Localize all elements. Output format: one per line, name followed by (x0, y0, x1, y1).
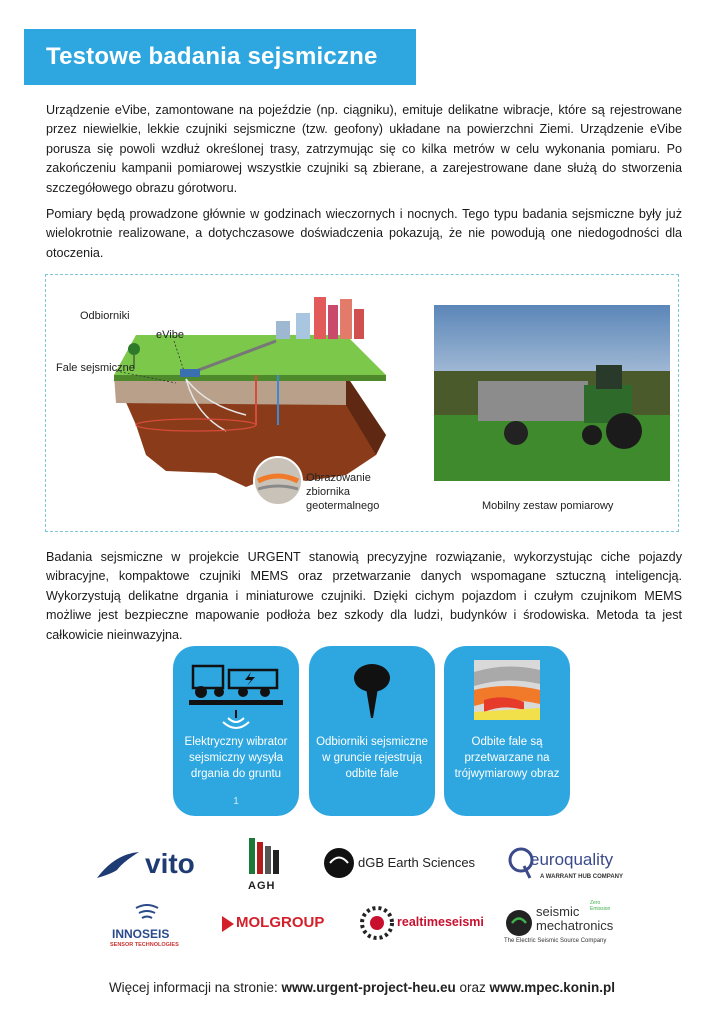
card-imaging-text: Odbite fale są przetwarzane na trójwymiarowy obraz (454, 736, 560, 780)
agh-emblem-icon (246, 838, 282, 878)
vibrator-truck-icon (189, 660, 283, 732)
seismic-mechatronics-subtext: The Electric Seismic Source Company (504, 938, 607, 944)
dgb-emblem-icon (322, 846, 356, 880)
card-vibrator (173, 646, 299, 816)
label-receivers: Odbiorniki (80, 310, 130, 322)
photo-caption: Mobilny zestaw pomiarowy (482, 500, 614, 512)
card-receivers-text: Odbiorniki sejsmiczne w gruncie rejestrują odbite fale (316, 736, 428, 780)
logo-euroquality (508, 846, 628, 886)
agh-text: AGH (248, 880, 276, 892)
footer-link-urgent[interactable]: www.urgent-project-heu.eu (281, 980, 456, 995)
euroquality-subtext: A WARRANT HUB COMPANY (540, 874, 623, 880)
seismic-mechatronics-icon (504, 908, 534, 938)
realtimeseismic-text: realtimeseismi (397, 915, 484, 929)
molgroup-arrow-icon (222, 916, 234, 932)
card-vibrator-text: Elektryczny wibrator sejsmiczny wysyła drgania do gruntu (184, 736, 288, 780)
molgroup-text: MOLGROUP (236, 914, 325, 931)
logo-innoseis (110, 904, 190, 952)
zero-emission-badge: Zero Emission (590, 900, 611, 912)
urgent-paragraph: Badania sejsmiczne w projekcie URGENT stanowią precyzyjne rozwiązanie, wykorzystując ciche pojazdy wibracyjne, kompaktowe czujniki MEMS oraz przetwarzanie danych wspomagane sztuczną inteligencją. Wykorzystują delikatne drgania i miniaturowe czujniki. Dzięki cichym pojazdom i czułym czujnikom MEMS możliwe jest bezpieczne mapowanie podłoża bez szkody dla ludzi, budynków i środowiska. Metoda ta jest całkowicie nieinwazyjna. (46, 550, 682, 642)
footer-middle: oraz (455, 980, 490, 995)
innoseis-subtext: SENSOR TECHNOLOGIES (110, 942, 179, 948)
realtimeseismic-burst-icon (360, 906, 394, 940)
vito-bird-icon (95, 848, 141, 882)
logo-vito (95, 848, 205, 884)
mobile-measurement-photo (434, 305, 670, 481)
logo-molgroup (222, 914, 342, 936)
logo-agh (246, 838, 282, 894)
logo-dgb (322, 846, 482, 886)
euroquality-text: euroquality (530, 850, 614, 869)
innoseis-wave-icon (132, 904, 162, 922)
footer-link-mpec[interactable]: www.mpec.konin.pl (489, 980, 616, 995)
logo-seismic-mechatronics (504, 902, 624, 950)
card-imaging (444, 646, 570, 816)
innoseis-text: INNOSEIS (112, 927, 170, 941)
page-title: Testowe badania sejsmiczne (46, 43, 378, 70)
geophone-icon (347, 662, 397, 724)
footer-prefix: Więcej informacji na stronie: (108, 980, 282, 995)
footer (0, 980, 724, 995)
dgb-text: dGB Earth Sciences (358, 855, 476, 870)
seismic-mechatronics-line1: seismic (536, 904, 580, 919)
figure-panel (45, 274, 679, 532)
seismic-mechatronics-line2: mechatronics (536, 918, 614, 933)
logo-realtimeseismic (360, 906, 494, 942)
label-imaging: Obrazowanie zbiornika geotermalnego (306, 472, 380, 512)
intro-paragraph: Urządzenie eVibe, zamontowane na pojeździe (np. ciągniku), emituje delikatne wibracje, które są rejestrowane przez niewielkie, lekkie czujniki sejsmiczne (tzw. geofony) układane na powierzchni Ziemi. Urządzenie eVibe porusza się powoli wzdłuż określonej trasy, zatrzymując się co kilka metrów w celu wykonania pomiaru. Po zakończeniu kampanii pomiarowej wszystkie czujniki są zbierane, a zarejestrowane dane służą do stworzenia szczegółowego obrazu górotworu. (46, 103, 682, 195)
schedule-paragraph: Pomiary będą prowadzone głównie w godzinach wieczornych i nocnych. Tego typu badania sejsmiczne były już wielokrotnie realizowane, a dotychczasowe doświadczenia pokazują, że nie powodują one niedogodności dla otoczenia. (46, 207, 682, 260)
card-number: 1 (233, 796, 239, 807)
label-waves: Fale sejsmiczne (56, 362, 135, 374)
title-banner (24, 29, 416, 85)
label-evibe: eVibe (156, 329, 184, 341)
3d-image-icon (474, 660, 540, 720)
card-receivers (309, 646, 435, 816)
vito-text: vito (145, 848, 195, 879)
